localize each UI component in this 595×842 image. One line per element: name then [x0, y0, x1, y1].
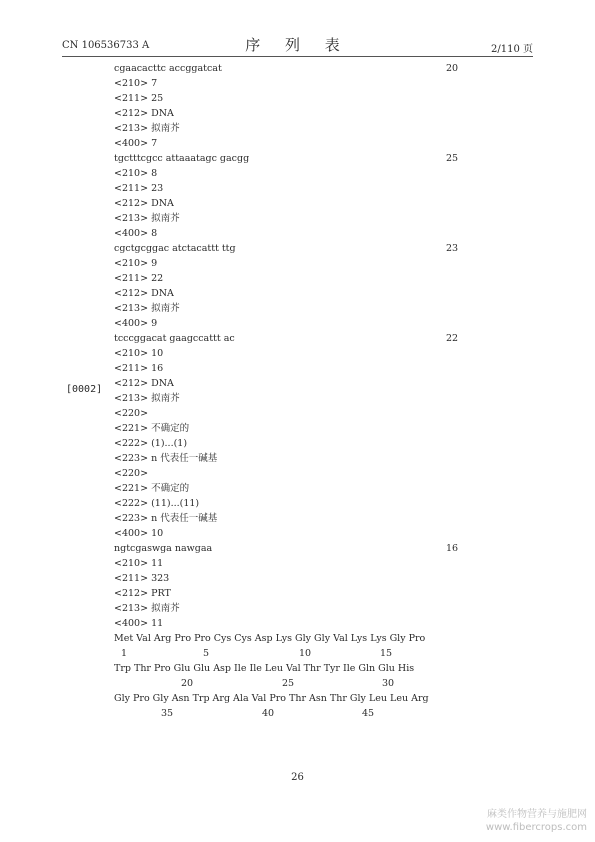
paragraph-marker: [0002]	[66, 384, 103, 395]
sequence-line-text: <221> 不确定的	[114, 423, 190, 434]
sequence-line-text: <210> 9	[114, 258, 158, 269]
sequence-line-text: <220>	[114, 408, 149, 419]
residue-position: 30	[382, 678, 395, 689]
sequence-line	[114, 556, 474, 571]
sequence-line-text: <210> 10	[114, 348, 164, 359]
sequence-line-text: cgaacacttc accggatcat	[114, 63, 222, 74]
sequence-line	[114, 451, 474, 466]
page-info: 2/110 页	[491, 44, 533, 55]
sequence-line-text: <212> DNA	[114, 288, 174, 299]
sequence-line-text: <400> 10	[114, 528, 164, 539]
sequence-line-text: Gly Pro Gly Asn Trp Arg Ala Val Pro Thr Asn Thr Gly Leu Leu Arg	[114, 693, 429, 704]
sequence-line	[114, 406, 474, 421]
sequence-line	[114, 361, 474, 376]
sequence-length: 22	[446, 333, 459, 344]
sequence-line-text: <211> 16	[114, 363, 164, 374]
document-number: CN 106536733 A	[62, 40, 150, 51]
sequence-length: 23	[446, 243, 459, 254]
sequence-line	[114, 136, 474, 151]
sequence-line-text: <223> n 代表任一碱基	[114, 513, 218, 524]
residue-position-row	[114, 706, 474, 721]
residue-position: 1	[121, 648, 128, 659]
sequence-length: 25	[446, 153, 459, 164]
watermark	[486, 808, 587, 834]
page-number: 26	[291, 772, 304, 783]
sequence-line	[114, 346, 474, 361]
sequence-line	[114, 181, 474, 196]
residue-position: 25	[282, 678, 295, 689]
sequence-line-text: Trp Thr Pro Glu Glu Asp Ile Ile Leu Val Thr Tyr Ile Gln Glu His	[114, 663, 415, 674]
residue-position: 5	[203, 648, 210, 659]
residue-position: 10	[299, 648, 312, 659]
sequence-line-text: cgctgcggac atctacattt ttg	[114, 243, 236, 254]
sequence-line-text: <210> 7	[114, 78, 158, 89]
sequence-line	[114, 76, 474, 91]
sequence-line	[114, 661, 474, 676]
sequence-line	[114, 481, 474, 496]
sequence-line	[114, 61, 474, 76]
residue-position-row	[114, 646, 474, 661]
sequence-line	[114, 376, 474, 391]
sequence-line	[114, 91, 474, 106]
sequence-line	[114, 496, 474, 511]
watermark-line-2: www.fibercrops.com	[485, 822, 587, 833]
sequence-line-text: <212> PRT	[114, 588, 171, 599]
residue-position: 15	[380, 648, 393, 659]
sequence-line-text: <222> (1)...(1)	[114, 438, 188, 449]
sequence-line	[114, 526, 474, 541]
sequence-length: 16	[446, 543, 459, 554]
sequence-line-text: <211> 323	[114, 573, 170, 584]
sequence-line	[114, 271, 474, 286]
sequence-line-text: <400> 11	[114, 618, 164, 629]
residue-position-row	[114, 676, 474, 691]
sequence-line	[114, 316, 474, 331]
page-title: 序 列 表	[245, 36, 350, 54]
sequence-line	[114, 241, 474, 256]
page-header	[62, 30, 533, 57]
sequence-line-text: <210> 11	[114, 558, 164, 569]
sequence-line	[114, 436, 474, 451]
sequence-line-text: tcccggacat gaagccattt ac	[114, 333, 235, 344]
sequence-line	[114, 571, 474, 586]
sequence-line	[114, 541, 474, 556]
sequence-line-text: <212> DNA	[114, 108, 174, 119]
sequence-line	[114, 166, 474, 181]
sequence-line-text: <213> 拟南芥	[114, 393, 180, 404]
sequence-line-text: <213> 拟南芥	[114, 303, 180, 314]
sequence-line-text: ngtcgaswga nawgaa	[114, 543, 213, 554]
sequence-line-text: Met Val Arg Pro Pro Cys Cys Asp Lys Gly Gly Val Lys Lys Gly Pro	[114, 633, 426, 644]
sequence-line-text: <400> 7	[114, 138, 158, 149]
sequence-line	[114, 511, 474, 526]
watermark-line-1: 麻类作物营养与施肥网	[487, 809, 587, 820]
sequence-line	[114, 286, 474, 301]
sequence-line	[114, 151, 474, 166]
sequence-line-text: <211> 25	[114, 93, 164, 104]
residue-position: 20	[181, 678, 194, 689]
sequence-line	[114, 226, 474, 241]
sequence-line-text: <213> 拟南芥	[114, 603, 180, 614]
residue-position: 35	[161, 708, 174, 719]
sequence-line	[114, 121, 474, 136]
sequence-line-text: <400> 8	[114, 228, 158, 239]
sequence-line	[114, 586, 474, 601]
sequence-line	[114, 211, 474, 226]
sequence-line	[114, 616, 474, 631]
sequence-line	[114, 421, 474, 436]
sequence-line	[114, 466, 474, 481]
sequence-line-text: <211> 23	[114, 183, 164, 194]
sequence-line-text: <211> 22	[114, 273, 164, 284]
sequence-line-text: <221> 不确定的	[114, 483, 190, 494]
sequence-line-text: <212> DNA	[114, 198, 174, 209]
sequence-line	[114, 106, 474, 121]
residue-position: 45	[362, 708, 375, 719]
sequence-length: 20	[446, 63, 459, 74]
sequence-line	[114, 601, 474, 616]
sequence-line-text: <223> n 代表任一碱基	[114, 453, 218, 464]
sequence-line	[114, 301, 474, 316]
sequence-line-text: <210> 8	[114, 168, 158, 179]
sequence-line	[114, 196, 474, 211]
residue-position: 40	[262, 708, 275, 719]
sequence-listing	[114, 61, 474, 721]
sequence-line-text: <212> DNA	[114, 378, 174, 389]
sequence-line-text: <222> (11)...(11)	[114, 498, 200, 509]
sequence-line-text: <213> 拟南芥	[114, 123, 180, 134]
sequence-line-text: <400> 9	[114, 318, 158, 329]
sequence-line-text: <213> 拟南芥	[114, 213, 180, 224]
sequence-line	[114, 691, 474, 706]
sequence-line	[114, 256, 474, 271]
sequence-line	[114, 331, 474, 346]
sequence-line-text: <220>	[114, 468, 149, 479]
sequence-line	[114, 391, 474, 406]
sequence-line	[114, 631, 474, 646]
sequence-line-text: tgctttcgcc attaaatagc gacgg	[114, 153, 250, 164]
